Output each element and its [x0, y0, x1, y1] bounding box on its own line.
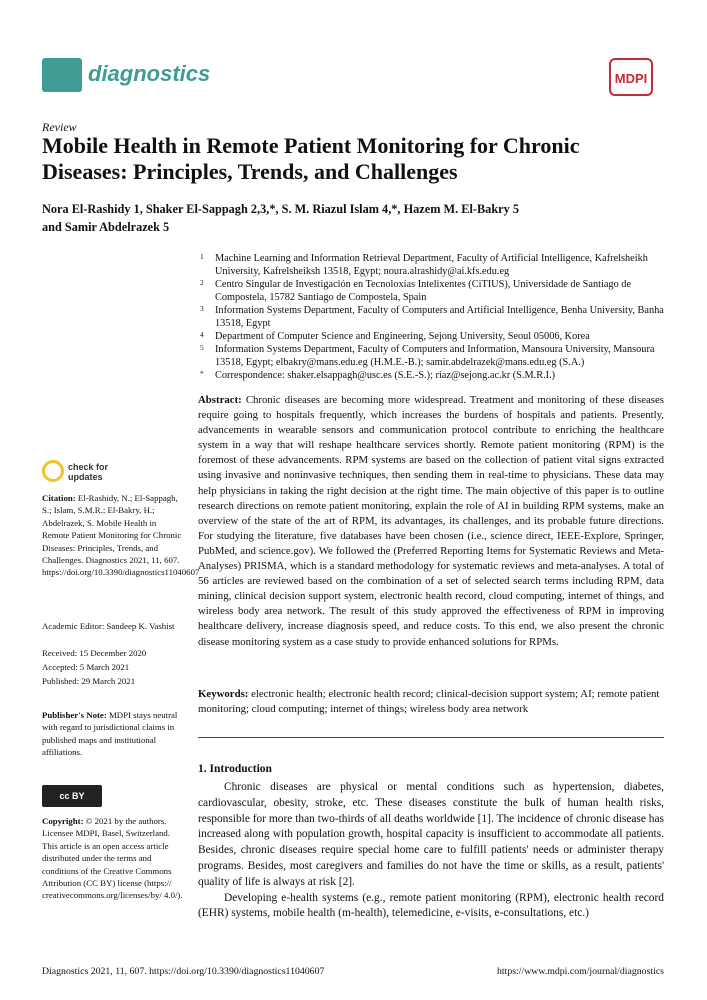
affiliations [198, 252, 678, 382]
article-type: Review [42, 120, 77, 134]
affiliation-1: 1 Machine Learning and Information Retrieval Department, Faculty of Artificial Intelligence, Kafrelsheikh University, Kafrelsheiksh 13518, Egypt; noura.alrashidy@ai.kfs.edu.eg [200, 252, 648, 277]
copyright-notice: Copyright: © 2021 by the authors. Licensee MDPI, Basel, Switzerland. This article is an open access article distributed under the terms and conditions of the Creative Commons Attribution (CC BY) license (https:// creativecommons.org/licenses/by/ 4.0/). [42, 816, 183, 901]
affiliation-5: 5 Information Systems Department, Faculty of Computers and Information, Mansoura University, Mansoura 13518, Egypt; elbakry@mans.edu.eg (H.M.E.-B.); samir.abdelrazek@mans.edu.eg (S.A.) [200, 343, 655, 368]
paragraph-2: Developing e-health systems (e.g., remote patient monitoring (RPM), electronic health record (EHR) systems, mobile health (m-health), telemedicine, e-visits, e-consultations, etc.) [198, 891, 664, 920]
article-title: Mobile Health in Remote Patient Monitoring for Chronic Diseases: Principles, Trends, and Challenges [42, 133, 580, 184]
affiliation-2: 2 Centro Singular de Investigación en Tecnoloxías Intelixentes (CiTIUS), Universidade de Santiago de Compostela, 15782 Santiago de Compostela, Spain [200, 278, 632, 303]
accepted-date: Accepted: 5 March 2021 [42, 662, 130, 672]
publisher-note: Publisher's Note: MDPI stays neutral with regard to jurisdictional claims in published maps and institutional affiliations. [42, 710, 178, 758]
publisher-logo[interactable]: MDPI [609, 58, 653, 96]
check-updates-icon [42, 460, 64, 482]
abstract: Abstract: Chronic diseases are becoming more widespread. Treatment and monitoring of these diseases require going to hospitals frequently, which increases the burdens of hospitals and patients. Presently, advancements in wearable sensors and communication protocol contribute to enriching the healthcare system in a way that will reshape healthcare services shortly. Remote patient monitoring (RPM) is the foremost of these advancements. RPM systems are based on the collection of patient vital signs extracted using invasive and noninvasive techniques, then sending them in real-time to physicians. These data may help physicians in taking the right decision at the right time. The main objective of this paper is to outline research directions on remote patient monitoring, explain the role of AI in building RPM systems, make an overview of the state of the art of RPM, its advantages, its challenges, and its probable future directions. For studying the literature, five databases have been chosen (i.e., science direct, IEEE-Explore, Springer, PubMed, and science.gov). We followed the (Preferred Reporting Items for Systematic Reviews and Meta-Analyses) PRISMA, which is a standard methodology for systematic reviews and meta-analyses. A total of 56 articles are reviewed based on the combination of a set of selected search terms including RPM, data mining, clinical decision support system, electronic health record, cloud computing, internet of things, and wireless body area network. The result of this study approved the effectiveness of RPM in improving healthcare delivery, increase diagnosis speed, and reduce costs. To this end, we also present the chronic disease monitoring system as a case study to provide enhanced solutions for RPMs. [198, 394, 664, 648]
footer-journal-link[interactable]: https://www.mdpi.com/journal/diagnostics [497, 966, 664, 977]
author-list [42, 200, 662, 236]
check-updates-label: check for updates [68, 462, 109, 482]
published-date: Published: 29 March 2021 [42, 676, 136, 686]
authors-line-1: Nora El-Rashidy 1, Shaker El-Sappagh 2,3,*, S. M. Riazul Islam 4,*, Hazem M. El-Bakry 5 [42, 202, 519, 216]
citation-block: Citation: El-Rashidy, N.; El-Sappagh, S.; Islam, S.M.R.; El-Bakry, H.; Abdelrazek, S. Mobile Health in Remote Patient Monitoring for Chronic Diseases: Principles, Trends, and Challenges. Diagnostics 2021, 11, 607. https://doi.org/10.3390/diagnostics11040607 [42, 493, 200, 578]
received-date: Received: 15 December 2020 [42, 648, 147, 658]
footer-citation[interactable]: Diagnostics 2021, 11, 607. https://doi.org/10.3390/diagnostics11040607 [42, 966, 325, 977]
journal-name[interactable]: diagnostics [88, 61, 211, 86]
section-heading: 1. Introduction [198, 763, 272, 775]
paragraph-1: Chronic diseases are physical or mental conditions such as hypertension, diabetes, cardiovascular, obesity, stroke, etc. These diseases constitute the bulk of human health risks, responsible for more than two-thirds of all deaths worldwide [1]. The incidence of chronic disease has increased along with population growth, hospital capacity is insufficient to accommodate all patients. Besides, chronic diseases require special home care to fulfill patients' needs or administer therapy programs. Besides, most caregivers and families do not have the time or skills, as a result, patients' quality of life is always at risk [2]. [198, 781, 664, 888]
section-divider [198, 737, 664, 738]
body-text [198, 780, 664, 922]
correspondence: * Correspondence: shaker.elsappagh@usc.es (S.E.-S.); riaz@sejong.ac.kr (S.M.R.I.) [200, 369, 556, 381]
check-for-updates-button[interactable] [42, 460, 122, 488]
authors-line-2: and Samir Abdelrazek 5 [42, 220, 170, 234]
affiliation-3: 3 Information Systems Department, Faculty of Computers and Artificial Intelligence, Benha University, Banha 13518, Egypt [200, 304, 664, 329]
cc-by-license-icon[interactable]: cc BY [42, 785, 102, 807]
academic-editor: Academic Editor: Sandeep K. Vashist [42, 621, 175, 631]
keywords: Keywords: electronic health; electronic health record; clinical-decision support system; AI; remote patient monitoring; cloud computing; internet of things; wireless body area network [198, 688, 660, 716]
affiliation-4: 4 Department of Computer Science and Engineering, Sejong University, Seoul 05006, Korea [200, 330, 590, 342]
journal-logo-icon [42, 58, 82, 92]
